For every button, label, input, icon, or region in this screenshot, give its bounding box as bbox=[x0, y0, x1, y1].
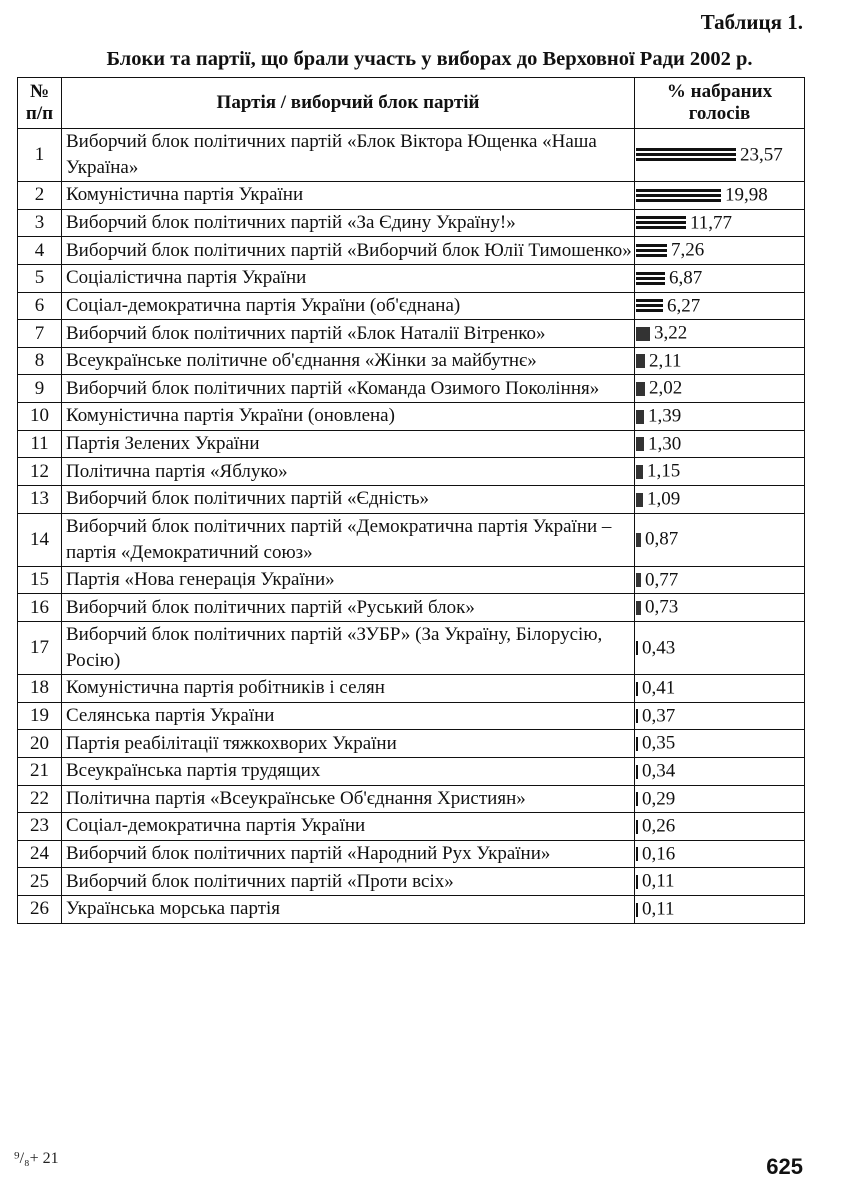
row-number: 9 bbox=[18, 375, 62, 403]
table-row bbox=[18, 785, 805, 813]
row-number: 4 bbox=[18, 237, 62, 265]
table-row bbox=[18, 594, 805, 622]
page-number: 625 bbox=[766, 1154, 803, 1179]
vote-bar bbox=[636, 244, 667, 258]
party-name: Виборчий блок політичних партій «ЗУБР» (За Україну, Білорусію, Росію) bbox=[62, 621, 635, 674]
vote-bar bbox=[636, 437, 644, 451]
party-name: Соціал-демократична партія України bbox=[62, 813, 635, 841]
row-number: 3 bbox=[18, 209, 62, 237]
row-number: 20 bbox=[18, 730, 62, 758]
party-name: Комуністична партія України (оновлена) bbox=[62, 403, 635, 431]
table-row bbox=[18, 403, 805, 431]
table-caption: Блоки та партії, що брали участь у виборах до Верховної Ради 2002 р. bbox=[106, 48, 753, 70]
vote-percent-cell bbox=[635, 840, 805, 868]
row-number: 19 bbox=[18, 702, 62, 730]
vote-percent-value: 0,16 bbox=[642, 843, 676, 865]
row-number: 18 bbox=[18, 674, 62, 702]
vote-percent-cell bbox=[635, 594, 805, 622]
party-name: Всеукраїнське політичне об'єднання «Жінки за майбутнє» bbox=[62, 347, 635, 375]
table-row bbox=[18, 621, 805, 674]
vote-percent-value: 0,11 bbox=[642, 871, 675, 893]
row-number: 16 bbox=[18, 594, 62, 622]
row-number: 17 bbox=[18, 621, 62, 674]
party-name: Селянська партія України bbox=[62, 702, 635, 730]
table-row bbox=[18, 730, 805, 758]
vote-bar bbox=[636, 533, 641, 547]
party-name: Українська морська партія bbox=[62, 896, 635, 924]
row-number: 5 bbox=[18, 264, 62, 292]
party-name: Виборчий блок політичних партій «Блок Наталії Вітренко» bbox=[62, 320, 635, 348]
vote-percent-value: 0,87 bbox=[645, 529, 679, 550]
vote-percent-cell bbox=[635, 513, 805, 566]
party-name: Виборчий блок політичних партій «Демократична партія України – партія «Демократичний союз» bbox=[62, 513, 635, 566]
party-name: Партія Зелених України bbox=[62, 430, 635, 458]
vote-bar bbox=[636, 410, 644, 424]
vote-bar bbox=[636, 847, 638, 861]
vote-percent-value: 7,26 bbox=[671, 239, 705, 261]
vote-percent-value: 0,35 bbox=[642, 732, 676, 754]
vote-percent-cell bbox=[635, 566, 805, 594]
table-body bbox=[18, 129, 805, 924]
row-number: 21 bbox=[18, 757, 62, 785]
table-row bbox=[18, 430, 805, 458]
vote-percent-value: 0,73 bbox=[645, 596, 679, 618]
table-row bbox=[18, 292, 805, 320]
vote-percent-value: 0,29 bbox=[642, 788, 676, 810]
printer-mark: ⁹/₈+ 21 bbox=[14, 1150, 59, 1167]
table-row bbox=[18, 264, 805, 292]
vote-percent-cell bbox=[635, 757, 805, 785]
vote-percent-value: 0,77 bbox=[645, 569, 679, 591]
vote-percent-value: 1,15 bbox=[647, 461, 681, 483]
party-name: Соціалістична партія України bbox=[62, 264, 635, 292]
vote-percent-cell bbox=[635, 486, 805, 514]
party-name: Політична партія «Яблуко» bbox=[62, 458, 635, 486]
table-label: Таблиця 1. bbox=[700, 10, 803, 34]
vote-percent-cell bbox=[635, 292, 805, 320]
vote-percent-cell bbox=[635, 182, 805, 210]
vote-bar bbox=[636, 327, 650, 341]
table-row bbox=[18, 840, 805, 868]
party-name: Партія «Нова генерація України» bbox=[62, 566, 635, 594]
table-row bbox=[18, 129, 805, 182]
vote-bar bbox=[636, 820, 638, 834]
vote-percent-cell bbox=[635, 129, 805, 182]
party-name: Виборчий блок політичних партій «Команда Озимого Покоління» bbox=[62, 375, 635, 403]
row-number: 15 bbox=[18, 566, 62, 594]
vote-bar bbox=[636, 875, 638, 889]
vote-percent-value: 2,11 bbox=[649, 350, 682, 372]
table-row bbox=[18, 458, 805, 486]
vote-percent-cell bbox=[635, 403, 805, 431]
vote-percent-cell bbox=[635, 896, 805, 924]
vote-percent-cell bbox=[635, 264, 805, 292]
vote-bar bbox=[636, 737, 638, 751]
header-pct: % набраних голосів bbox=[635, 78, 805, 129]
vote-percent-cell bbox=[635, 347, 805, 375]
vote-bar bbox=[636, 641, 638, 655]
vote-percent-cell bbox=[635, 320, 805, 348]
vote-percent-value: 0,43 bbox=[642, 637, 676, 659]
row-number: 24 bbox=[18, 840, 62, 868]
vote-bar bbox=[636, 573, 641, 587]
row-number: 22 bbox=[18, 785, 62, 813]
party-name: Всеукраїнська партія трудящих bbox=[62, 757, 635, 785]
table-row bbox=[18, 896, 805, 924]
vote-bar bbox=[636, 189, 721, 203]
vote-percent-value: 0,11 bbox=[642, 898, 675, 920]
party-name: Виборчий блок політичних партій «За Єдину Україну!» bbox=[62, 209, 635, 237]
row-number: 12 bbox=[18, 458, 62, 486]
table-row bbox=[18, 757, 805, 785]
party-name: Соціал-демократична партія України (об'єднана) bbox=[62, 292, 635, 320]
vote-percent-cell bbox=[635, 785, 805, 813]
row-number: 13 bbox=[18, 486, 62, 514]
vote-bar bbox=[636, 216, 686, 230]
table-row bbox=[18, 513, 805, 566]
party-name: Виборчий блок політичних партій «Народний Рух України» bbox=[62, 840, 635, 868]
party-name: Комуністична партія робітників і селян bbox=[62, 674, 635, 702]
vote-percent-value: 1,30 bbox=[648, 433, 682, 455]
vote-bar bbox=[636, 792, 638, 806]
vote-bar bbox=[636, 354, 645, 368]
table-row bbox=[18, 182, 805, 210]
vote-percent-value: 6,87 bbox=[669, 267, 703, 289]
vote-percent-value: 1,09 bbox=[647, 488, 681, 510]
vote-bar bbox=[636, 299, 663, 313]
row-number: 11 bbox=[18, 430, 62, 458]
row-number: 23 bbox=[18, 813, 62, 841]
vote-percent-value: 19,98 bbox=[725, 184, 768, 206]
table-row bbox=[18, 702, 805, 730]
vote-percent-cell bbox=[635, 209, 805, 237]
vote-percent-cell bbox=[635, 375, 805, 403]
vote-percent-value: 1,39 bbox=[648, 405, 682, 427]
table-row bbox=[18, 566, 805, 594]
vote-bar bbox=[636, 382, 645, 396]
vote-percent-cell bbox=[635, 430, 805, 458]
party-name: Комуністична партія України bbox=[62, 182, 635, 210]
vote-percent-value: 0,34 bbox=[642, 760, 676, 782]
party-name: Виборчий блок політичних партій «Блок Віктора Ющенка «Наша Україна» bbox=[62, 129, 635, 182]
table-row bbox=[18, 813, 805, 841]
table-row bbox=[18, 209, 805, 237]
vote-percent-value: 2,02 bbox=[649, 378, 683, 400]
vote-percent-value: 0,26 bbox=[642, 815, 676, 837]
row-number: 26 bbox=[18, 896, 62, 924]
vote-percent-value: 23,57 bbox=[740, 144, 783, 166]
vote-percent-cell bbox=[635, 237, 805, 265]
vote-percent-cell bbox=[635, 702, 805, 730]
vote-bar bbox=[636, 709, 638, 723]
header-num: № п/п bbox=[18, 78, 62, 129]
vote-bar bbox=[636, 682, 638, 696]
table-row bbox=[18, 320, 805, 348]
results-table bbox=[17, 77, 805, 924]
table-row bbox=[18, 674, 805, 702]
vote-percent-cell bbox=[635, 674, 805, 702]
party-name: Партія реабілітації тяжкохворих України bbox=[62, 730, 635, 758]
table-row bbox=[18, 868, 805, 896]
table-row bbox=[18, 486, 805, 514]
vote-percent-cell bbox=[635, 621, 805, 674]
table-row bbox=[18, 347, 805, 375]
row-number: 10 bbox=[18, 403, 62, 431]
row-number: 2 bbox=[18, 182, 62, 210]
row-number: 8 bbox=[18, 347, 62, 375]
vote-percent-cell bbox=[635, 868, 805, 896]
vote-percent-value: 0,37 bbox=[642, 705, 676, 727]
vote-percent-cell bbox=[635, 458, 805, 486]
party-name: Виборчий блок політичних партій «Проти всіх» bbox=[62, 868, 635, 896]
vote-bar bbox=[636, 493, 643, 507]
vote-bar bbox=[636, 465, 643, 479]
party-name: Виборчий блок політичних партій «Виборчий блок Юлії Тимошенко» bbox=[62, 237, 635, 265]
vote-bar bbox=[636, 601, 641, 615]
vote-percent-value: 11,77 bbox=[690, 212, 733, 234]
vote-percent-cell bbox=[635, 813, 805, 841]
vote-percent-value: 6,27 bbox=[667, 295, 701, 317]
row-number: 25 bbox=[18, 868, 62, 896]
header-party: Партія / виборчий блок партій bbox=[62, 78, 635, 129]
vote-bar bbox=[636, 272, 665, 286]
party-name: Політична партія «Всеукраїнське Об'єднання Християн» bbox=[62, 785, 635, 813]
party-name: Виборчий блок політичних партій «Руський блок» bbox=[62, 594, 635, 622]
table-row bbox=[18, 237, 805, 265]
row-number: 1 bbox=[18, 129, 62, 182]
row-number: 6 bbox=[18, 292, 62, 320]
vote-percent-cell bbox=[635, 730, 805, 758]
vote-percent-value: 0,41 bbox=[642, 677, 676, 699]
vote-bar bbox=[636, 765, 638, 779]
row-number: 14 bbox=[18, 513, 62, 566]
party-name: Виборчий блок політичних партій «Єдність» bbox=[62, 486, 635, 514]
vote-percent-value: 3,22 bbox=[654, 322, 688, 344]
table-row bbox=[18, 375, 805, 403]
vote-bar bbox=[636, 148, 736, 162]
vote-bar bbox=[636, 903, 638, 917]
table-header-row bbox=[18, 78, 805, 129]
row-number: 7 bbox=[18, 320, 62, 348]
